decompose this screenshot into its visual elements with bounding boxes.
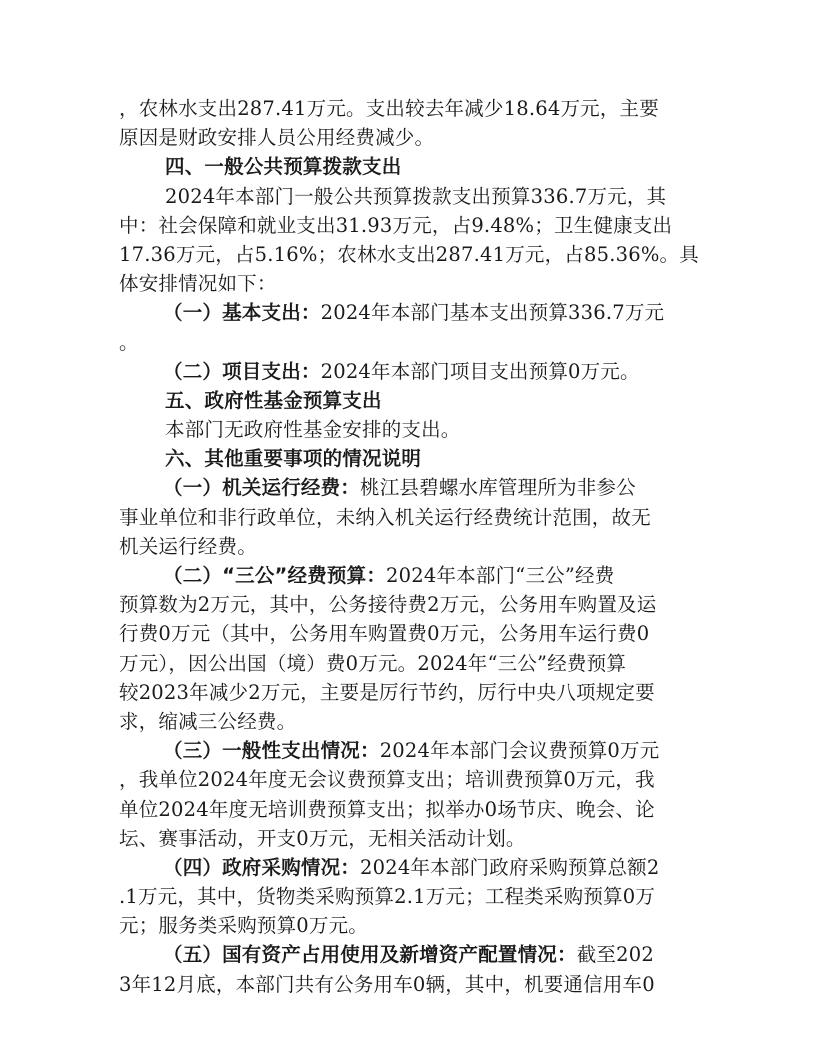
subsection-line (119, 298, 699, 327)
paragraph-line: 单位2024年度无培训费预算支出；拟举办0场节庆、晚会、论 (119, 797, 655, 821)
subsection-line (119, 853, 699, 882)
subsection-text: 截至202 (576, 943, 654, 967)
subsection-text: 2024年本部门会议费预算0万元 (379, 739, 660, 763)
subsection-line (119, 736, 699, 765)
paragraph-line: 原因是财政安排人员公用经费减少。 (119, 126, 435, 150)
paragraph-line: 3年12月底，本部门共有公务用车0辆，其中，机要通信用车0 (119, 972, 655, 996)
paragraph-line: 坛、赛事活动，开支0万元，无相关活动计划。 (119, 826, 526, 850)
paragraph-line: 万元），因公出国（境）费0万元。2024年“三公”经费预算 (119, 651, 627, 675)
paragraph-line: 2024年本部门一般公共预算拨款支出预算336.7万元，其 (165, 184, 667, 208)
subsection-text: 2024年本部门项目支出预算0万元。 (320, 359, 640, 383)
paragraph-line: 。 (119, 330, 139, 354)
paragraph-line: 本部门无政府性基金安排的支出。 (165, 418, 461, 442)
paragraph-line: 17.36万元，占5.16%；农林水支出287.41万元，占85.36%。具 (119, 242, 699, 266)
section-heading: 五、政府性基金预算支出 (165, 388, 382, 412)
paragraph-line: ，我单位2024年度无会议费预算支出；培训费预算0万元，我 (119, 768, 655, 792)
paragraph-line: 行费0万元（其中，公务用车购置费0万元，公务用车运行费0 (119, 622, 650, 646)
paragraph-line: ，农林水支出287.41万元。支出较去年减少18.64万元，主要 (119, 97, 659, 120)
subsection-label: （一）机关运行经费： (163, 476, 361, 500)
paragraph-line: 求，缩减三公经费。 (119, 709, 297, 733)
section-heading: 四、一般公共预算拨款支出 (165, 155, 402, 179)
subsection-text: 2024年本部门基本支出预算336.7万元 (320, 301, 665, 325)
subsection-text: 2024年本部门政府采购预算总额2 (360, 855, 660, 879)
subsection-line (119, 357, 699, 386)
paragraph-line: 较2023年减少2万元，主要是厉行节约，厉行中央八项规定要 (119, 680, 655, 704)
subsection-label: （三）一般性支出情况： (163, 739, 380, 763)
subsection-label: （五）国有资产占用使用及新增资产配置情况： (163, 943, 577, 967)
document-body (119, 94, 699, 999)
paragraph-line: 中：社会保障和就业支出31.93万元，占9.48%；卫生健康支出 (119, 213, 673, 237)
subsection-label: （四）政府采购情况： (163, 855, 361, 879)
subsection-label: （二）“三公”经费预算： (163, 564, 387, 587)
section-heading: 六、其他重要事项的情况说明 (165, 447, 422, 471)
subsection-text: 2024年本部门“三公”经费 (386, 564, 615, 587)
subsection-text: 桃江县碧螺水库管理所为非参公 (360, 476, 636, 500)
paragraph-line: 事业单位和非行政单位，未纳入机关运行经费统计范围，故无 (119, 505, 651, 529)
paragraph-line: .1万元，其中，货物类采购预算2.1万元；工程类采购预算0万 (119, 885, 656, 909)
subsection-label: （二）项目支出： (163, 359, 321, 383)
subsection-line (119, 473, 699, 502)
paragraph-line: 预算数为2万元，其中，公务接待费2万元，公务用车购置及运 (119, 593, 657, 617)
subsection-line (119, 940, 699, 969)
paragraph-line: 体安排情况如下： (119, 272, 277, 296)
subsection-line (119, 561, 699, 590)
subsection-label: （一）基本支出： (163, 301, 321, 325)
paragraph-line: 元；服务类采购预算0万元。 (119, 914, 369, 938)
paragraph-line: 机关运行经费。 (119, 534, 257, 558)
